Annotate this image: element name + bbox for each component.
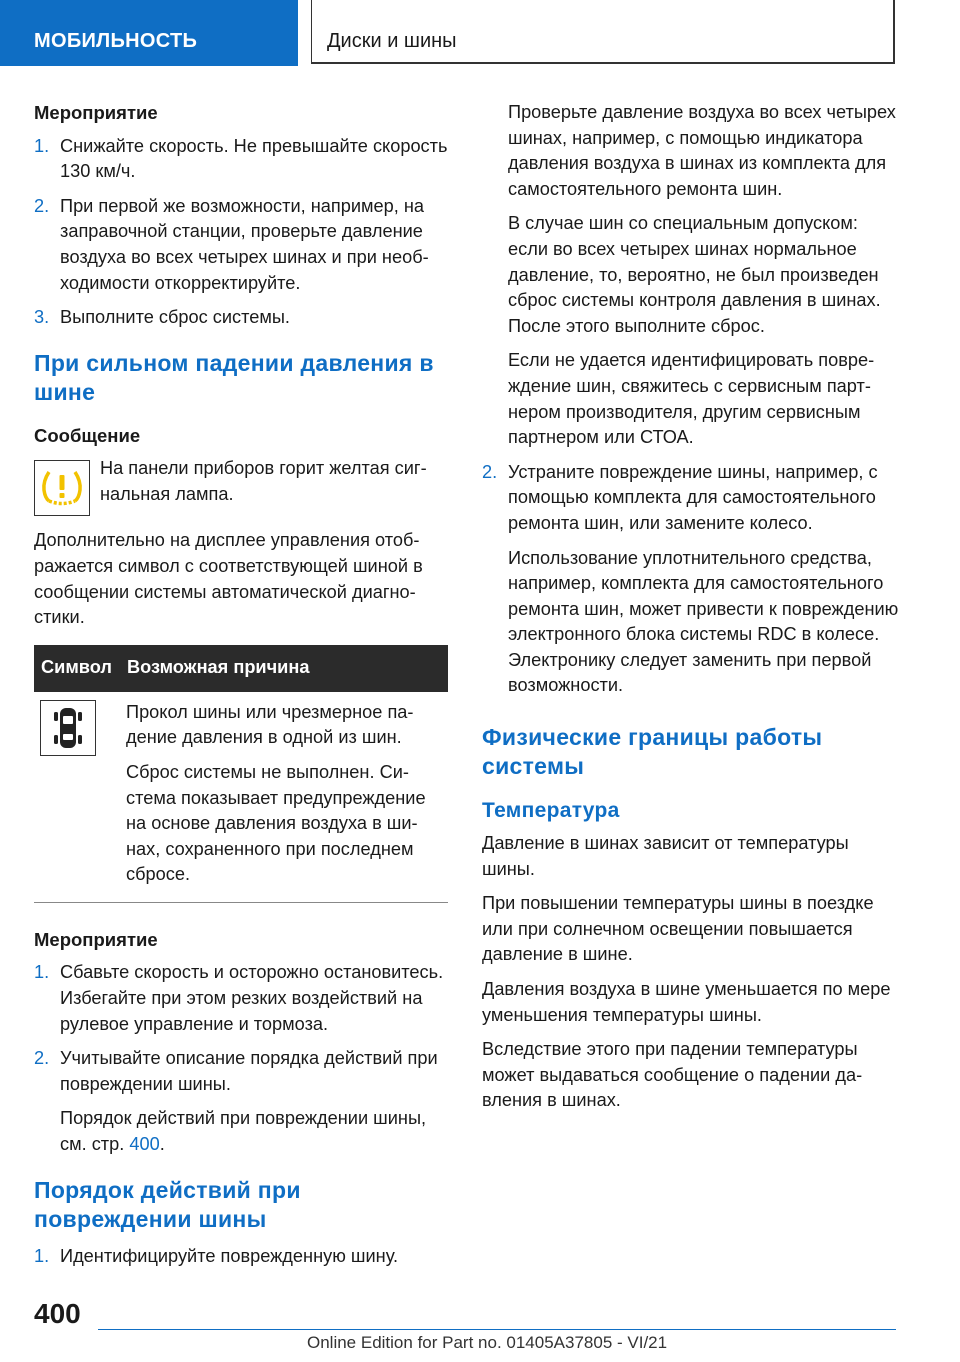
message-block <box>34 456 448 516</box>
left-column <box>34 100 448 1278</box>
list-text: Использование уплотнительного средства, например, комплекта для самостоятельного ремонта шин, может привести к повреждению электронного блока системы RDC в колесе. Электронику следует заменить при первой возможности. <box>508 547 899 696</box>
cause-text: Прокол шины или чрезмерное падение давления в одной из шин. <box>126 701 414 748</box>
table-header-cause: Возможная причина <box>120 645 448 692</box>
list-number: 1. <box>34 135 50 156</box>
list-text: Идентифицируйте поврежденную шину. <box>60 1245 399 1266</box>
tire-pressure-warning-icon <box>34 460 90 516</box>
list-item <box>34 134 448 185</box>
heading-temperature: Температура <box>482 799 620 823</box>
display-text: Дополнительно на дисплее управления отображается символ с соответствующей шиной в сообщении системы автоматической диагностики. <box>34 530 423 628</box>
list-item <box>34 305 448 331</box>
heading-pressure-drop: При сильном падении давления в шине <box>34 349 434 405</box>
measures-title: Мероприятие <box>34 928 158 950</box>
heading-system-limits: Физические границы работы системы <box>482 724 823 780</box>
list-text: Устраните повреждение шины, например, с помощью комплекта для самостоятельного ремонта шин, или замените колесо. <box>508 461 878 533</box>
table-row <box>34 692 448 903</box>
list-item <box>482 460 902 699</box>
list-item <box>34 194 448 296</box>
paragraph: В случае шин со специальным допуском: если во всех четырех шинах нормальное давление, то, вероятно, не был произведен сброс системы контроля давления в шинах. После этого выполните сброс. <box>508 213 881 336</box>
list-item: 1. Идентифицируйте поврежденную шину. <box>34 1244 448 1270</box>
message-title: Сообщение <box>34 424 141 446</box>
list-number: 3. <box>34 307 50 328</box>
header-section: МОБИЛЬНОСТЬ <box>0 0 298 66</box>
list-text: Сбавьте скорость и осторожно остановитесь. Избегайте при этом резких воздействий на рулевое управление и тормоза. <box>60 962 444 1034</box>
list-text: Выполните сброс системы. <box>60 307 290 328</box>
page-number: 400 <box>34 1298 81 1329</box>
list-text: При первой же возможности, например, на заправочной станции, проверьте давление воздуха во всех четырех шинах и при необходимости откорректируйте. <box>60 195 429 293</box>
paragraph: Вследствие этого при падении температуры может выдаваться сообщение о падении давления в шинах. <box>482 1039 863 1111</box>
list-number: 2. <box>482 461 498 482</box>
cause-text: Сброс системы не выполнен. Система показывает предупреждение на основе давления воздуха в шинах, сохраненного при последнем сбросе. <box>126 761 426 885</box>
table-header-symbol: Символ <box>34 645 120 692</box>
paragraph: Проверьте давление воздуха во всех четырех шинах, например, с помощью индикатора давления воздуха в шинах из комплекта для самостоятельного ремонта шин. <box>508 102 896 199</box>
heading-tire-damage: Порядок действий при повреждении шины <box>34 1176 301 1232</box>
footer-divider <box>98 1329 896 1330</box>
message-text: На панели приборов горит желтая сигнальная лампа. <box>100 458 427 504</box>
paragraph: Давления воздуха в шине уменьшается по мере уменьшения температуры шины. <box>482 979 891 1025</box>
reference-text: Порядок действий при повреждении шины, см. стр. 400. <box>60 1108 427 1155</box>
list-text: Снижайте скорость. Не превышайте скорость 130 км/ч. <box>60 135 448 182</box>
paragraph: Если не удается идентифицировать повреждение шин, свяжитесь с сервисным партнером производителя, другим сервисным партнером или СТОА. <box>508 350 875 448</box>
footer-edition: Online Edition for Part no. 01405A37805 - VI/21 <box>307 1333 668 1352</box>
header-chapter: Диски и шины <box>311 0 895 64</box>
paragraph: Давление в шинах зависит от температуры шины. <box>482 833 849 879</box>
symbol-table <box>34 645 448 903</box>
measures-title: Мероприятие <box>34 102 158 123</box>
list-item: 2. Учитывайте описание порядка действий при повреждении шины. Порядок действий при повреждении шины, см. стр. 400. <box>34 1046 448 1157</box>
car-tires-icon <box>40 700 96 756</box>
list-number: 2. <box>34 195 50 216</box>
paragraph: При повышении температуры шины в поездке или при солнечном освещении повышается давление в шине. <box>482 893 874 965</box>
list-item: 1. Сбавьте скорость и осторожно остановитесь. Избегайте при этом резких воздействий на рулевое управление и тормоза. <box>34 960 448 1037</box>
page-link[interactable]: 400 <box>129 1134 160 1155</box>
list-text: Учитывайте описание порядка действий при повреждении шины. <box>60 1048 438 1094</box>
right-column <box>482 100 902 1123</box>
